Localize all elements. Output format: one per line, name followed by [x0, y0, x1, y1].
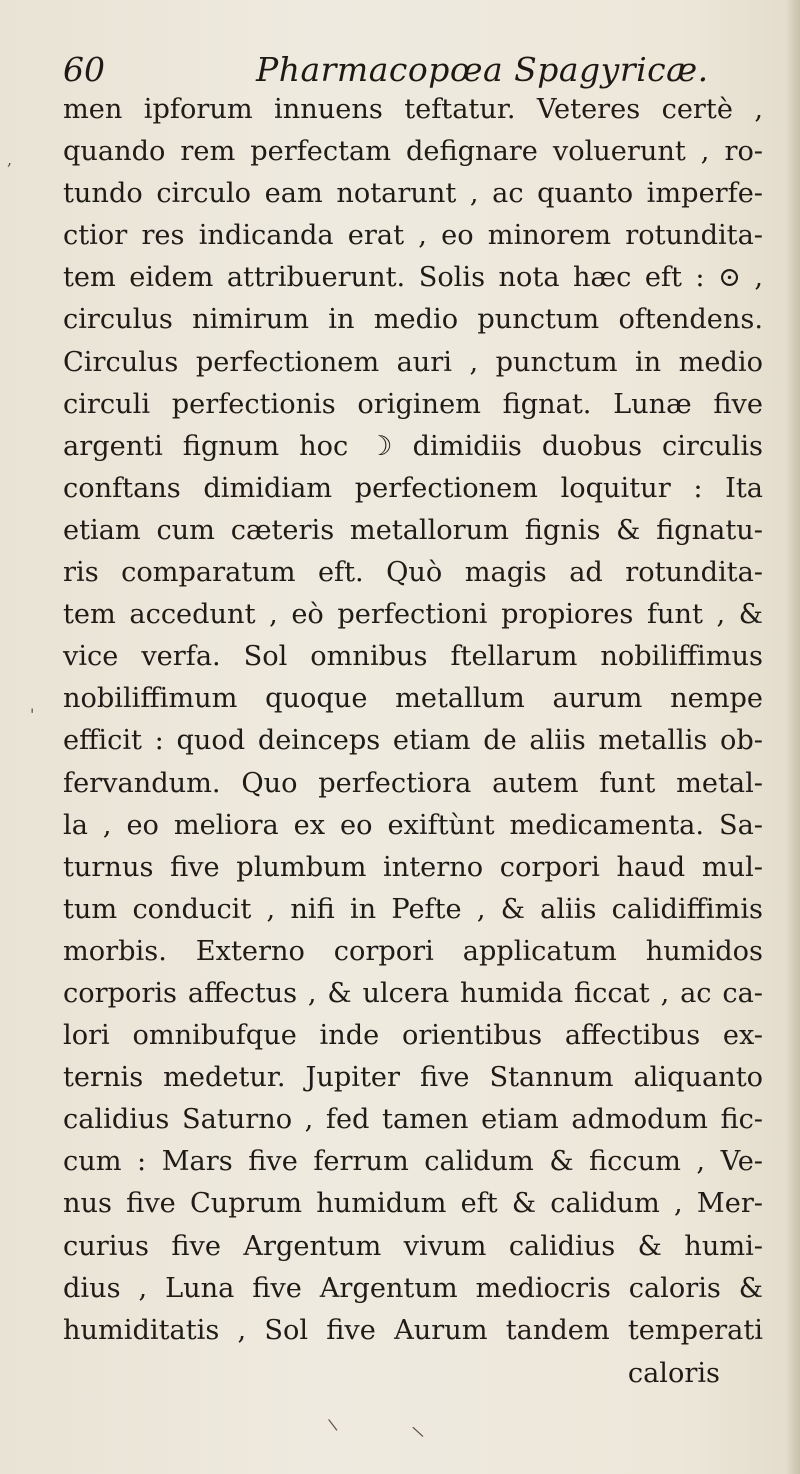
text-line: argenti fignum hoc ☽ dimidiis duobus circulis [63, 430, 763, 462]
bottom-speck: \ [326, 1414, 339, 1435]
text-line: circuli perfectionis originem fignat. Lunæ five [63, 388, 763, 420]
text-line: la , eo meliora ex eo exiftùnt medicamenta. Sa- [63, 809, 763, 841]
text-line: calidius Saturno , fed tamen etiam admodum fic- [63, 1104, 763, 1136]
catchword: caloris [627, 1358, 720, 1389]
text-line: vice verfa. Sol omnibus ftellarum nobiliffimus [63, 641, 763, 673]
text-line: efficit : quod deinceps etiam de aliis metallis ob- [63, 725, 763, 757]
text-line: conftans dimidiam perfectionem loquitur : Ita [63, 472, 763, 504]
running-title: Pharmacopœa Spagyricæ. [256, 50, 709, 89]
text-line: humiditatis , Sol five Aurum tandem temperati [63, 1314, 763, 1346]
text-line: circulus nimirum in medio punctum oftendens. [63, 304, 763, 336]
text-line: fervandum. Quo perfectiora autem funt metal- [63, 767, 763, 799]
text-line: ternis medetur. Jupiter five Stannum aliquanto [63, 1062, 763, 1094]
text-line: ris comparatum eft. Quò magis ad rotundita- [63, 557, 763, 589]
text-line: men ipforum innuens teftatur. Veteres certè , [63, 94, 763, 125]
text-line: tundo circulo eam notarunt , ac quanto imperfe- [63, 178, 763, 210]
text-line: corporis affectus , & ulcera humida ficcat , ac ca- [63, 977, 763, 1009]
text-line: tem eidem attribuerunt. Solis nota hæc eft : ⊙ , [63, 262, 763, 294]
text-line: lori omnibufque inde orientibus affectibus ex- [63, 1020, 763, 1052]
text-line: nobiliffimum quoque metallum aurum nempe [63, 683, 763, 715]
text-line: Circulus perfectionem auri , punctum in medio [63, 346, 763, 378]
text-line: quando rem perfectam defignare voluerunt , ro- [63, 136, 763, 168]
text-line: cum : Mars five ferrum calidum & ficcum , Ve- [63, 1146, 763, 1178]
text-line: ctior res indicanda erat , eo minorem rotundita- [63, 220, 763, 252]
text-line: tem accedunt , eò perfectioni propiores funt , & [63, 599, 763, 631]
text-line: etiam cum cæteris metallorum fignis & fignatu- [63, 514, 763, 546]
text-line: morbis. Externo corpori applicatum humidos [63, 935, 763, 967]
bottom-speck: \ [410, 1421, 425, 1442]
text-line: tum conducit , nifi in Pefte , & aliis calidiffimis [63, 893, 763, 925]
text-line: curius five Argentum vivum calidius & humi- [63, 1230, 763, 1262]
margin-speck: , [7, 150, 13, 169]
page-number: 60 [63, 50, 105, 89]
body-text [63, 89, 763, 1352]
text-line: dius , Luna five Argentum mediocris caloris & [63, 1272, 763, 1304]
text-line: nus five Cuprum humidum eft & calidum , Mer- [63, 1188, 763, 1220]
text-line: turnus five plumbum interno corpori haud mul- [63, 851, 763, 883]
margin-speck: ' [30, 705, 35, 724]
page-edge-shadow [786, 0, 800, 1474]
